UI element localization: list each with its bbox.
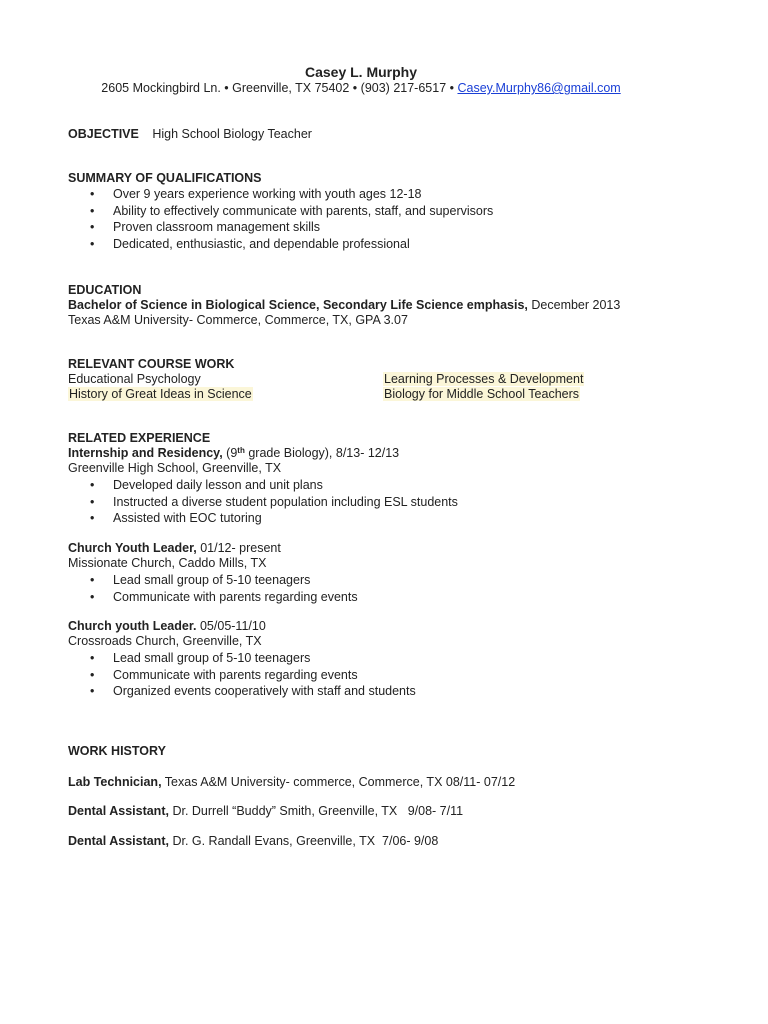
summary-list [90, 187, 493, 253]
coursework-heading: RELEVANT COURSE WORK [68, 357, 235, 371]
job-title: Internship and Residency, [68, 446, 223, 460]
work-detail: Dr. G. Randall Evans, Greenville, TX 7/06- 9/08 [172, 834, 439, 848]
email-link[interactable]: Casey.Murphy86@gmail.com [457, 81, 621, 95]
course-item: Educational Psychology [68, 372, 201, 386]
job-org: Missionate Church, Caddo Mills, TX [68, 556, 267, 570]
resume-name: Casey L. Murphy [304, 64, 418, 80]
contact-address: 2605 Mockingbird Ln. • Greenville, TX 75402 • (903) 217-6517 • [101, 81, 454, 95]
job-duties-list [90, 573, 358, 606]
job-duties-list [90, 651, 416, 701]
course-item [68, 387, 253, 402]
work-detail: Texas A&M University- commerce, Commerce, TX 08/11- 07/12 [164, 775, 516, 789]
list-item: • Proven classroom management skills [90, 220, 493, 237]
list-item: • Instructed a diverse student population including ESL students [90, 495, 458, 512]
job-duties-list [90, 478, 458, 528]
experience-heading: RELATED EXPERIENCE [68, 431, 211, 445]
course-item [383, 387, 580, 402]
education-heading: EDUCATION [68, 283, 142, 297]
job-title: Church youth Leader. [68, 619, 197, 633]
job-detail-pre: (9 [226, 446, 238, 460]
list-item: • Organized events cooperatively with staff and students [90, 684, 416, 701]
summary-heading: SUMMARY OF QUALIFICATIONS [68, 171, 262, 185]
objective-heading: OBJECTIVE [68, 127, 139, 141]
course-item-text: Learning Processes & Development [384, 372, 584, 386]
job-title: Church Youth Leader, [68, 541, 197, 555]
job-title-line [68, 446, 399, 461]
work-title: Dental Assistant, [68, 834, 169, 848]
list-item: • Communicate with parents regarding events [90, 668, 416, 685]
job-org: Greenville High School, Greenville, TX [68, 461, 282, 475]
list-item: • Developed daily lesson and unit plans [90, 478, 458, 495]
list-item: • Assisted with EOC tutoring [90, 511, 458, 528]
course-item-text: Biology for Middle School Teachers [384, 387, 580, 401]
list-item: • Lead small group of 5-10 teenagers [90, 573, 358, 590]
work-entry [68, 804, 463, 819]
job-title-line [68, 619, 266, 634]
degree-date: December 2013 [531, 298, 621, 312]
work-entry [68, 834, 438, 849]
work-title: Lab Technician, [68, 775, 162, 789]
objective-section [68, 127, 312, 142]
job-org: Crossroads Church, Greenville, TX [68, 634, 262, 648]
degree: Bachelor of Science in Biological Science, Secondary Life Science emphasis, [68, 298, 528, 312]
job-title-line [68, 541, 281, 556]
list-item: • Over 9 years experience working with youth ages 12-18 [90, 187, 493, 204]
course-item-text: History of Great Ideas in Science [69, 387, 252, 401]
work-title: Dental Assistant, [68, 804, 169, 818]
list-item: • Communicate with parents regarding events [90, 590, 358, 607]
contact-line [0, 81, 722, 96]
education-school: Texas A&M University- Commerce, Commerce, TX, GPA 3.07 [68, 313, 408, 327]
course-item [383, 372, 584, 387]
job-detail-sup: th [237, 446, 245, 455]
work-detail: Dr. Durrell “Buddy” Smith, Greenville, TX 9/08- 7/11 [172, 804, 464, 818]
list-item: • Lead small group of 5-10 teenagers [90, 651, 416, 668]
objective-text: High School Biology Teacher [152, 127, 312, 141]
job-dates: 01/12- present [200, 541, 281, 555]
list-item: • Ability to effectively communicate with parents, staff, and supervisors [90, 204, 493, 221]
education-degree-line [68, 298, 620, 313]
job-dates: 05/05-11/10 [199, 619, 266, 633]
work-history-heading: WORK HISTORY [68, 744, 166, 758]
list-item: • Dedicated, enthusiastic, and dependable professional [90, 237, 493, 254]
work-entry [68, 775, 515, 790]
job-detail-post: grade Biology), 8/13- 12/13 [248, 446, 400, 460]
